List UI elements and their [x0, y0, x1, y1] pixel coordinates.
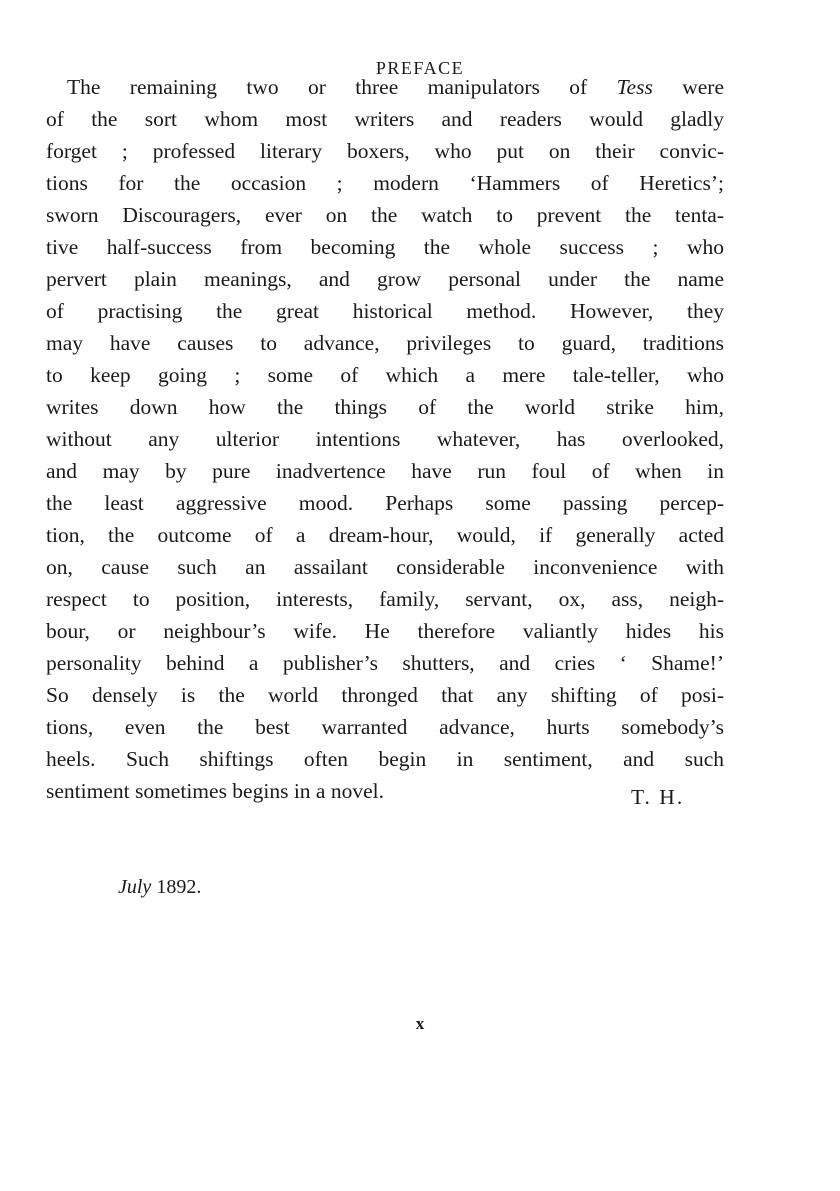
text-line: tion, the outcome of a dream-hour, would, if generally acted	[46, 523, 724, 547]
date-line	[118, 876, 201, 899]
text-line: heels. Such shiftings often begin in sentiment, and such	[46, 747, 724, 771]
text-line: the least aggressive mood. Perhaps some passing percep-	[46, 491, 724, 515]
text-line: writes down how the things of the world strike him,	[46, 395, 724, 419]
text-line: of practising the great historical method. However, they	[46, 299, 724, 323]
text-segment: sentiment sometimes begins in a novel.	[46, 779, 384, 803]
text-line: tions, even the best warranted advance, hurts somebody’s	[46, 715, 724, 739]
text-line: sworn Discouragers, ever on the watch to prevent the tenta-	[46, 203, 724, 227]
text-line: tions for the occasion ; modern ‘Hammers of Heretics’;	[46, 171, 724, 195]
page-number: x	[415, 1014, 425, 1033]
text-line: without any ulterior intentions whatever, has overlooked,	[46, 427, 724, 451]
text-line: So densely is the world thronged that any shifting of posi-	[46, 683, 724, 707]
text-line: personality behind a publisher’s shutters, and cries ‘ Shame!’	[46, 651, 724, 675]
text-line: may have causes to advance, privileges to guard, traditions	[46, 331, 724, 355]
text-line: pervert plain meanings, and grow personal under the name	[46, 267, 724, 291]
text-line: bour, or neighbour’s wife. He therefore valiantly hides his	[46, 619, 724, 643]
preface-text	[46, 71, 724, 807]
text-line: of the sort whom most writers and readers would gladly	[46, 107, 724, 131]
text-line: on, cause such an assailant considerable inconvenience with	[46, 555, 724, 579]
text-line: to keep going ; some of which a mere tale-teller, who	[46, 363, 724, 387]
text-segment: The remaining two or three manipulators of	[67, 75, 617, 99]
text-line: and may by pure inadvertence have run foul of when in	[46, 459, 724, 483]
italic-title: Tess	[616, 75, 653, 99]
text-line: forget ; professed literary boxers, who put on their convic-	[46, 139, 724, 163]
running-header: PREFACE	[375, 58, 465, 78]
text-line: respect to position, interests, family, servant, ox, ass, neigh-	[46, 587, 724, 611]
text-line	[46, 775, 724, 807]
text-line	[46, 71, 724, 103]
text-line: tive half-success from becoming the whole success ; who	[46, 235, 724, 259]
date-year: 1892.	[156, 876, 202, 898]
text-segment: were	[652, 75, 724, 99]
signature: T. H.	[631, 785, 685, 809]
date-month: July	[118, 876, 152, 898]
